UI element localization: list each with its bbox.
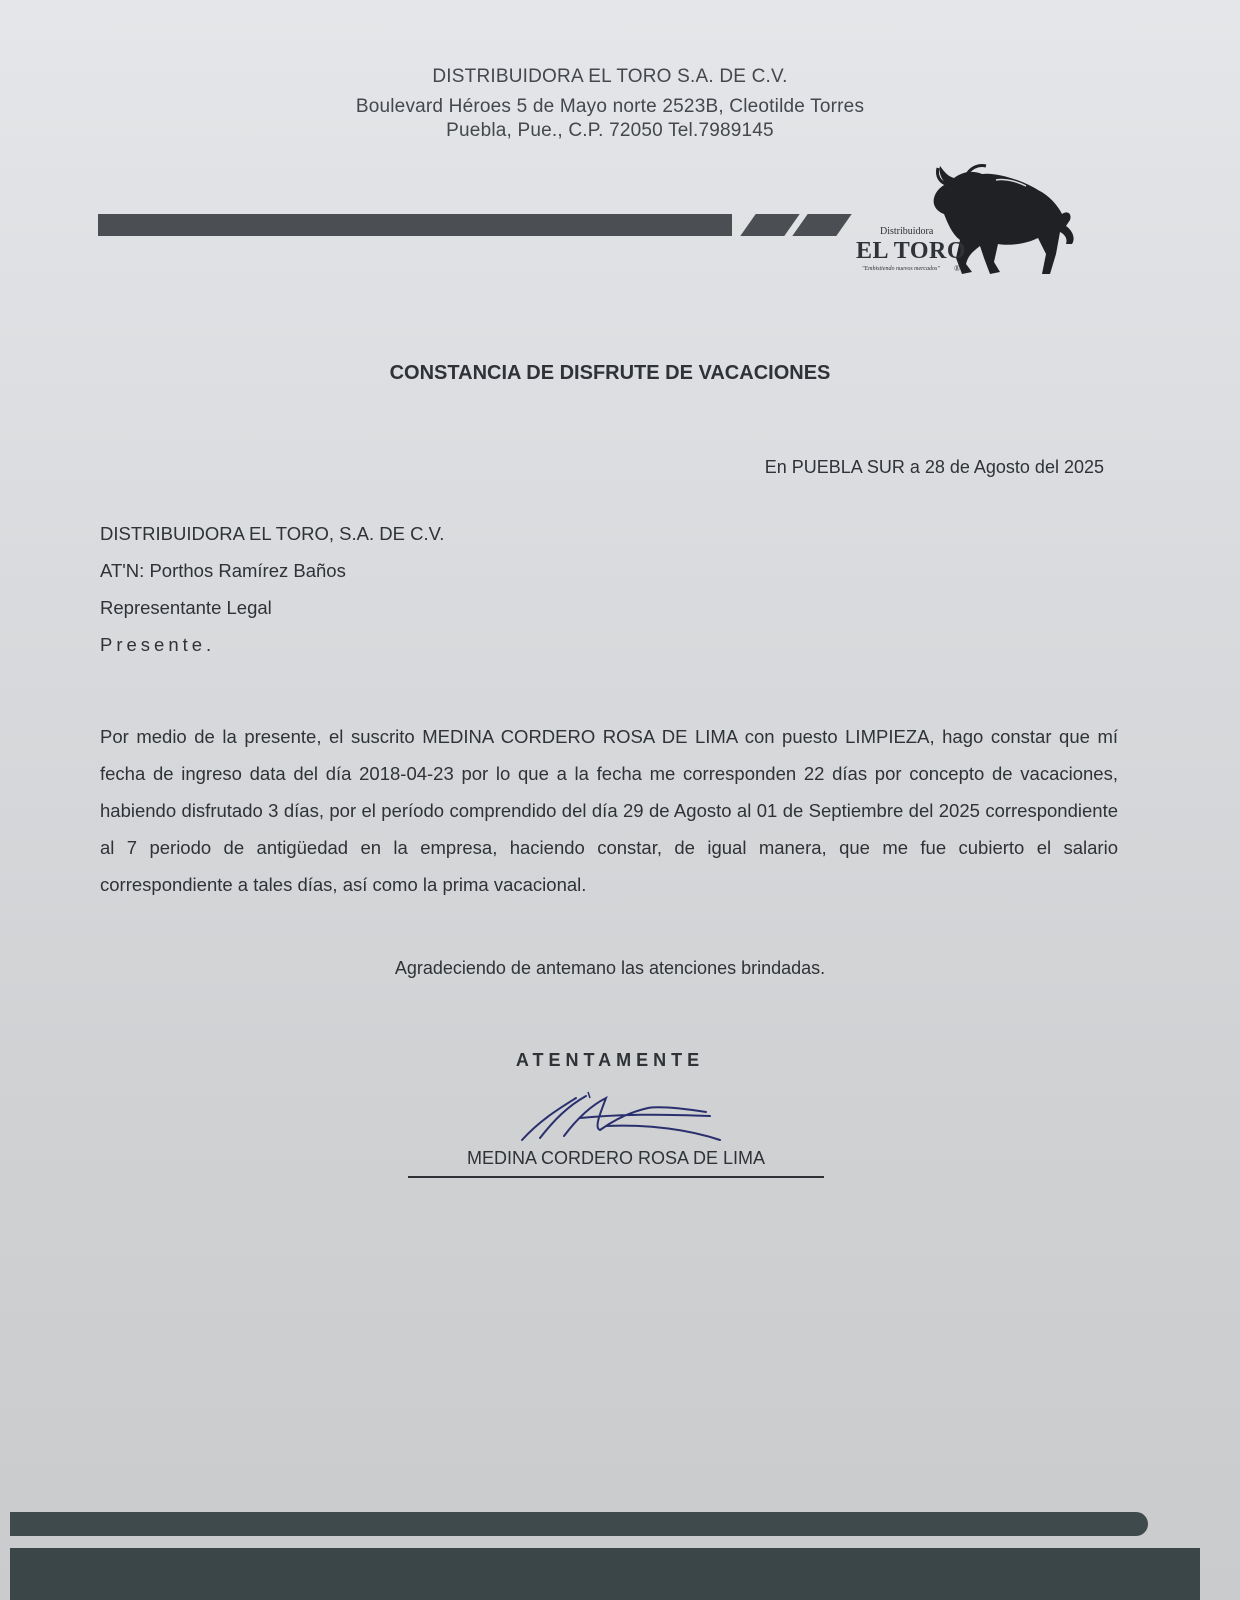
logo-tagline: "Embistiendo nuevos mercados" — [862, 266, 940, 272]
logo-registered-mark: ® — [954, 264, 961, 273]
footer-band-top — [10, 1512, 1148, 1536]
stripe-chevron-2 — [792, 214, 851, 236]
stripe-bar — [98, 214, 732, 236]
signature-mark — [510, 1090, 740, 1150]
signature-line — [408, 1176, 824, 1178]
logo-small-text: Distribuidora — [880, 226, 934, 237]
address-line-1: Boulevard Héroes 5 de Mayo norte 2523B, Cleotilde Torres — [355, 96, 865, 117]
stripe-chevron-1 — [740, 214, 799, 236]
el-toro-logo — [856, 154, 1096, 284]
footer-band-bottom — [10, 1548, 1200, 1600]
closing-atentamente: ATENTAMENTE — [515, 1050, 705, 1070]
recipient-role: Representante Legal — [100, 597, 272, 618]
recipient-company: DISTRIBUIDORA EL TORO, S.A. DE C.V. — [100, 523, 445, 544]
company-header: DISTRIBUIDORA EL TORO S.A. DE C.V. — [432, 66, 788, 87]
date-line: En PUEBLA SUR a 28 de Agosto del 2025 — [764, 457, 1104, 477]
thanks-line: Agradeciendo de antemano las atenciones brindadas. — [394, 958, 826, 978]
document-title: CONSTANCIA DE DISFRUTE DE VACACIONES — [389, 362, 831, 384]
body-paragraph: Por medio de la presente, el suscrito MEDINA CORDERO ROSA DE LIMA con puesto LIMPIEZA, hago constar que mí fecha de ingreso data del día 2018-04-23 por lo que a la fecha me corresponden 22 días por concepto de vacaciones, habiendo disfrutado 3 días, por el período comprendido del día 29 de Agosto al 01 de Septiembre del 2025 correspondiente al 7 periodo de antigüedad en la empresa, haciendo constar, de igual manera, que me fue cubierto el salario correspondiente a tales días, así como la prima vacacional. — [100, 726, 1118, 895]
address-line-2: Puebla, Pue., C.P. 72050 Tel.7989145 — [446, 120, 774, 141]
logo-brand: EL TORO — [856, 238, 966, 264]
recipient-presente: Presente. — [100, 634, 216, 655]
signer-name: MEDINA CORDERO ROSA DE LIMA — [466, 1148, 766, 1168]
recipient-attn: AT'N: Porthos Ramírez Baños — [100, 560, 346, 581]
